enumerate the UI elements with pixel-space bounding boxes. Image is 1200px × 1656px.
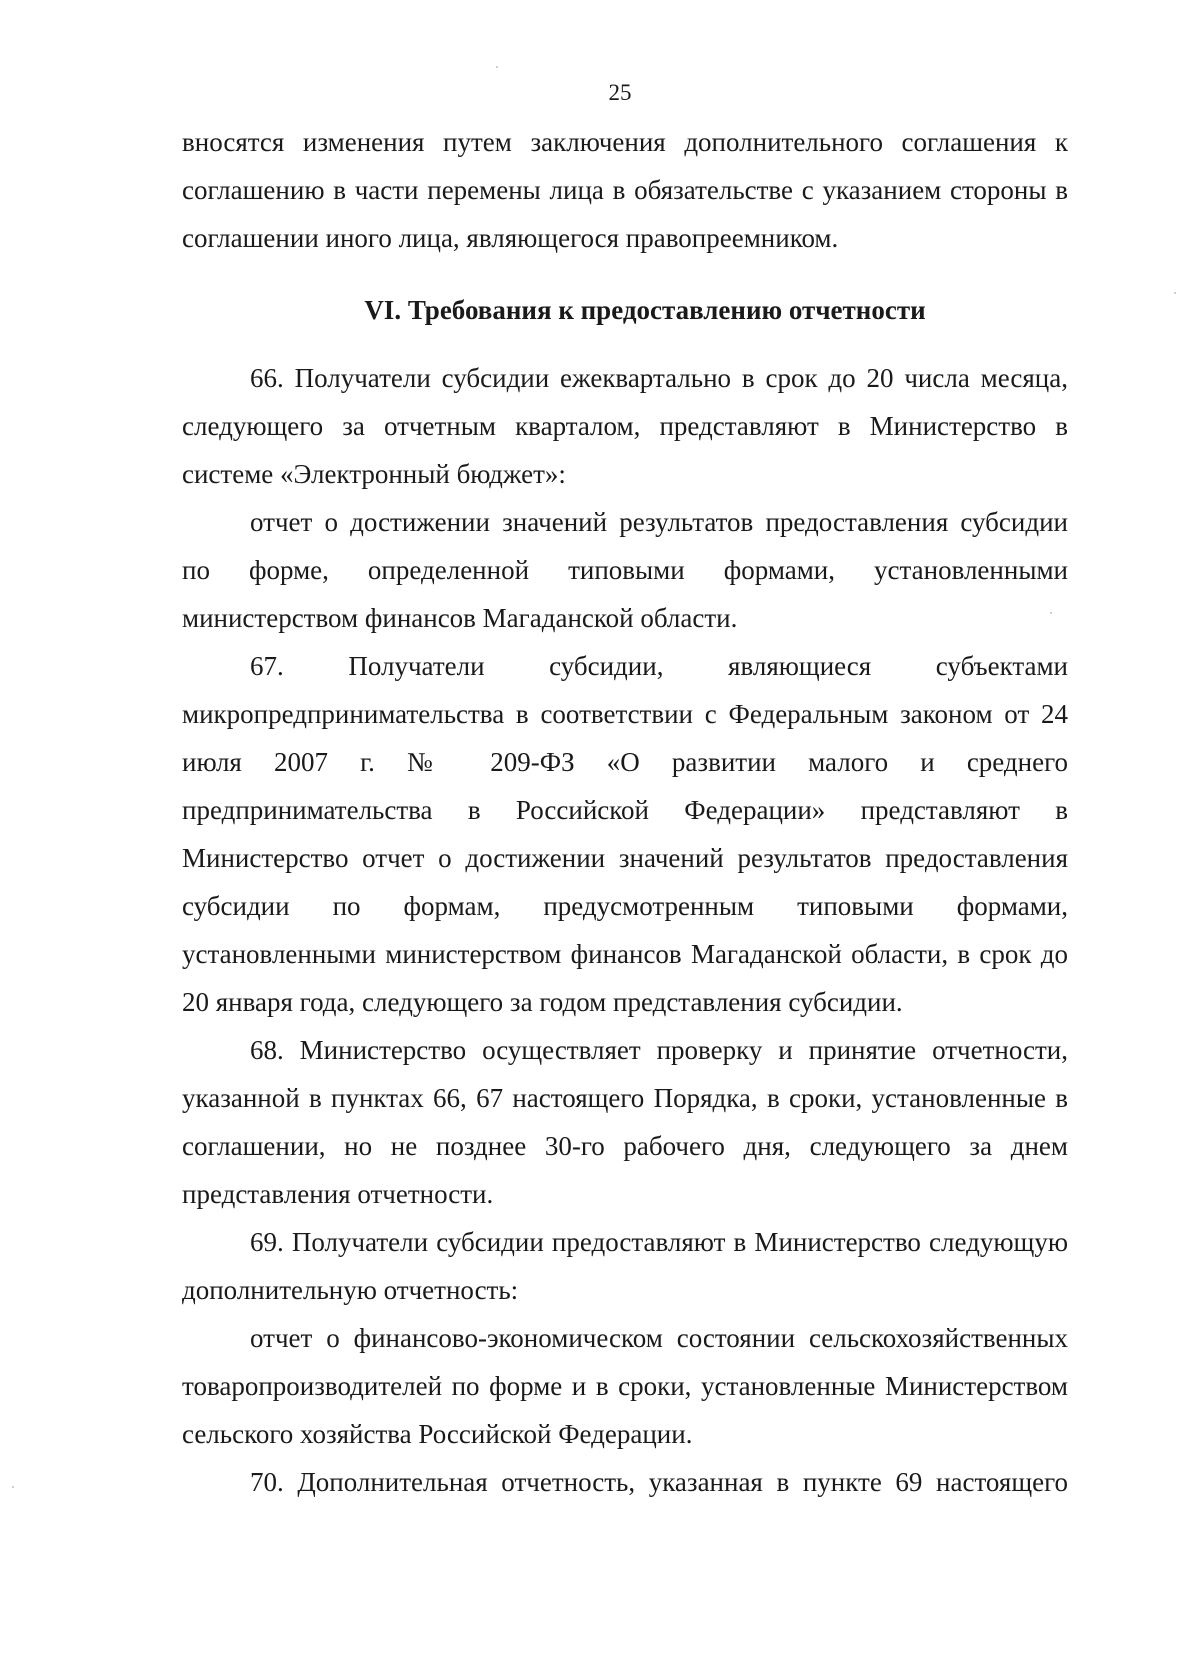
paragraph-70: 70. Дополнительная отчетность, указанная в пункте 69 настоящего xyxy=(250,1467,1068,1497)
paragraph-67: 67. Получатели субсидии, являющиеся субъектами микропредпринимательства в соответствии с Федеральным законом от 24 июля 2007 г. № 209-ФЗ «О развитии малого и среднего предпринимательства в Российской Федерации» представляют в Министерство отчет о достижении значений результатов предоставления субсидии по формам, предусмотренным типовыми формами, установленными министерством финансов Магаданской области, в срок до 20 января года, следующего за годом представления субсидии. xyxy=(182,651,1068,1017)
page-number: 25 xyxy=(608,80,632,105)
scan-speck xyxy=(12,1486,14,1488)
paragraph-68: 68. Министерство осуществляет проверку и принятие отчетности, указанной в пунктах 66, 67 настоящего Порядка, в сроки, установленные в соглашении, но не позднее 30-го рабочего дня, следующего за днем представления отчетности. xyxy=(182,1035,1068,1209)
paragraph-66: 66. Получатели субсидии ежеквартально в срок до 20 числа месяца, следующего за отчетным кварталом, представляют в Министерство в системе «Электронный бюджет»: xyxy=(182,363,1068,489)
scan-speck xyxy=(496,66,498,68)
paragraph-69: 69. Получатели субсидии предоставляют в Министерство следующую дополнительную отчетность: xyxy=(182,1227,1068,1305)
scan-speck xyxy=(1050,612,1052,614)
paragraph-69-report: отчет о финансово-экономическом состоянии сельскохозяйственных товаропроизводителей по форме и в сроки, установленные Министерством сельского хозяйства Российской Федерации. xyxy=(182,1323,1068,1449)
paragraph-continuation: вносятся изменения путем заключения дополнительного соглашения к соглашению в части перемены лица в обязательстве с указанием стороны в соглашении иного лица, являющегося правопреемником. xyxy=(182,127,1068,253)
document-body xyxy=(182,118,1068,1506)
paragraph-66-report: отчет о достижении значений результатов предоставления субсидии по форме, определенной типовыми формами, установленными министерством финансов Магаданской области. xyxy=(182,507,1068,633)
scan-speck xyxy=(1174,292,1176,294)
section-heading: VI. Требования к предоставлению отчетности xyxy=(364,295,926,325)
